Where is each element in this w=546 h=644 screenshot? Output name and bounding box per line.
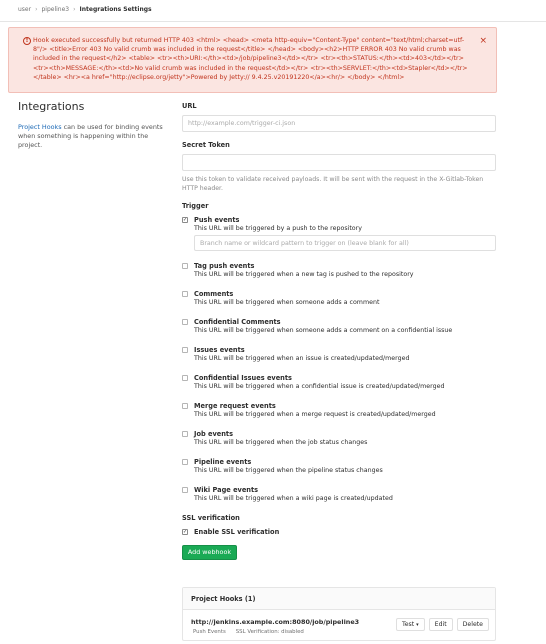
url-label: URL — [182, 102, 197, 110]
confidential-comments-checkbox[interactable] — [182, 319, 188, 325]
trigger-label: Trigger — [182, 202, 209, 210]
test-hook-button[interactable] — [396, 618, 425, 631]
url-input[interactable]: http://example.com/trigger-ci.json — [182, 115, 496, 132]
confidential-issues-events-checkbox[interactable] — [182, 375, 188, 381]
breadcrumb-project[interactable]: pipeline3 — [41, 6, 70, 13]
trigger-issues-events[interactable] — [182, 346, 496, 366]
tag-push-events-checkbox[interactable] — [182, 263, 188, 269]
wiki-page-events-checkbox[interactable] — [182, 487, 188, 493]
trigger-comments[interactable] — [182, 290, 496, 310]
ssl-verification-checkbox[interactable]: ✓ — [183, 529, 188, 535]
trigger-desc: This URL will be triggered when someone adds a comment on a confidential issue — [194, 327, 453, 334]
trigger-merge-request-events[interactable] — [182, 402, 496, 422]
trigger-push-events[interactable] — [182, 216, 496, 254]
trigger-desc: This URL will be triggered when a merge request is created/updated/merged — [194, 411, 436, 418]
trigger-tag-push-events[interactable] — [182, 262, 496, 282]
ssl-verification-label: SSL verification — [182, 514, 240, 522]
hook-actions — [396, 618, 489, 631]
trigger-title: Comments — [194, 290, 234, 298]
trigger-confidential-issues-events[interactable] — [182, 374, 496, 394]
trigger-job-events[interactable] — [182, 430, 496, 450]
chevron-right-icon: › — [73, 6, 76, 13]
divider — [0, 21, 546, 22]
comments-checkbox[interactable] — [182, 291, 188, 297]
test-label: Test — [402, 621, 415, 628]
settings-sidebar — [18, 100, 168, 150]
trigger-title: Tag push events — [194, 262, 255, 270]
trigger-wiki-page-events[interactable] — [182, 486, 496, 506]
add-webhook-button[interactable]: Add webhook — [182, 545, 237, 560]
edit-hook-button[interactable]: Edit — [429, 618, 453, 631]
secret-token-hint: Use this token to validate received payloads. It will be sent with the request in the X-Gitlab-Token HTTP header. — [182, 176, 484, 192]
push-events-checkbox[interactable]: ✓ — [183, 217, 188, 223]
secret-token-input[interactable] — [182, 154, 496, 171]
trigger-title: Wiki Page events — [194, 486, 259, 494]
breadcrumb-user[interactable]: user — [18, 6, 32, 13]
trigger-desc: This URL will be triggered when the pipeline status changes — [194, 467, 383, 474]
job-events-checkbox[interactable] — [182, 431, 188, 437]
breadcrumb — [18, 6, 152, 13]
trigger-title: Confidential Comments — [194, 318, 281, 326]
hook-url: http://jenkins.example.com:8080/job/pipeline3 — [191, 618, 360, 626]
chevron-right-icon: › — [35, 6, 38, 13]
project-hooks-panel — [182, 587, 496, 641]
close-icon[interactable]: × — [479, 36, 487, 46]
alert-message: Hook executed successfully but returned HTTP 403 <html> <head> <meta http-equiv="Content-Type" content="text/html;charset=utf-8"/> <title>Error 403 No valid crumb was included in the request</title> </head> <body><h2>HTTP ERROR 403 No valid crumb was included in the request</h2> <table> <tr><th>URI:</th><td>/job/pipeline3</td></tr> <tr><th>STATUS:</th><td>403</td></tr> <tr><th>MESSAGE:</th><td>No valid crumb was included in the request</td></tr> <tr><th>SERVLET:</th><td>Stapler</td></tr> </table> <hr><a href="http://eclipse.org/jetty">Powered by Jetty:// 9.4.25.v20191220</a><hr/> </body> </html> — [33, 37, 468, 81]
sidebar-description-text: can be used for binding events when something is happening within the project. — [18, 123, 163, 149]
trigger-desc: This URL will be triggered by a push to the repository — [194, 225, 362, 232]
warning-icon: ! — [23, 37, 31, 45]
trigger-pipeline-events[interactable] — [182, 458, 496, 478]
sidebar-description — [18, 123, 168, 150]
caret-down-icon: ▾ — [416, 622, 419, 628]
ssl-verification-option[interactable] — [182, 528, 496, 538]
trigger-desc: This URL will be triggered when a wiki page is created/updated — [194, 495, 393, 502]
hook-ssl-status: SSL Verification: disabled — [235, 629, 304, 635]
secret-token-label: Secret Token — [182, 141, 230, 149]
trigger-title: Merge request events — [194, 402, 276, 410]
trigger-confidential-comments[interactable] — [182, 318, 496, 338]
issues-events-checkbox[interactable] — [182, 347, 188, 353]
trigger-title: Issues events — [194, 346, 245, 354]
ssl-option-label: Enable SSL verification — [194, 528, 280, 536]
pipeline-events-checkbox[interactable] — [182, 459, 188, 465]
branch-filter-input[interactable]: Branch name or wildcard pattern to trigger on (leave blank for all) — [194, 235, 496, 251]
trigger-desc: This URL will be triggered when a new tag is pushed to the repository — [194, 271, 414, 278]
trigger-title: Confidential Issues events — [194, 374, 292, 382]
hook-events: Push Events — [193, 629, 226, 635]
error-alert — [8, 27, 497, 93]
hook-meta — [193, 629, 304, 635]
page-title: Integrations — [18, 100, 85, 113]
trigger-desc: This URL will be triggered when an issue is created/updated/merged — [194, 355, 410, 362]
project-hooks-link[interactable]: Project Hooks — [18, 123, 62, 131]
trigger-desc: This URL will be triggered when the job status changes — [194, 439, 368, 446]
project-hooks-title: Project Hooks (1) — [183, 588, 495, 610]
trigger-title: Pipeline events — [194, 458, 252, 466]
trigger-title: Job events — [194, 430, 234, 438]
breadcrumb-current[interactable]: Integrations Settings — [79, 6, 152, 13]
delete-hook-button[interactable]: Delete — [457, 618, 489, 631]
merge-request-events-checkbox[interactable] — [182, 403, 188, 409]
trigger-desc: This URL will be triggered when a confidential issue is created/updated/merged — [194, 383, 445, 390]
trigger-desc: This URL will be triggered when someone adds a comment — [194, 299, 380, 306]
trigger-title: Push events — [194, 216, 240, 224]
